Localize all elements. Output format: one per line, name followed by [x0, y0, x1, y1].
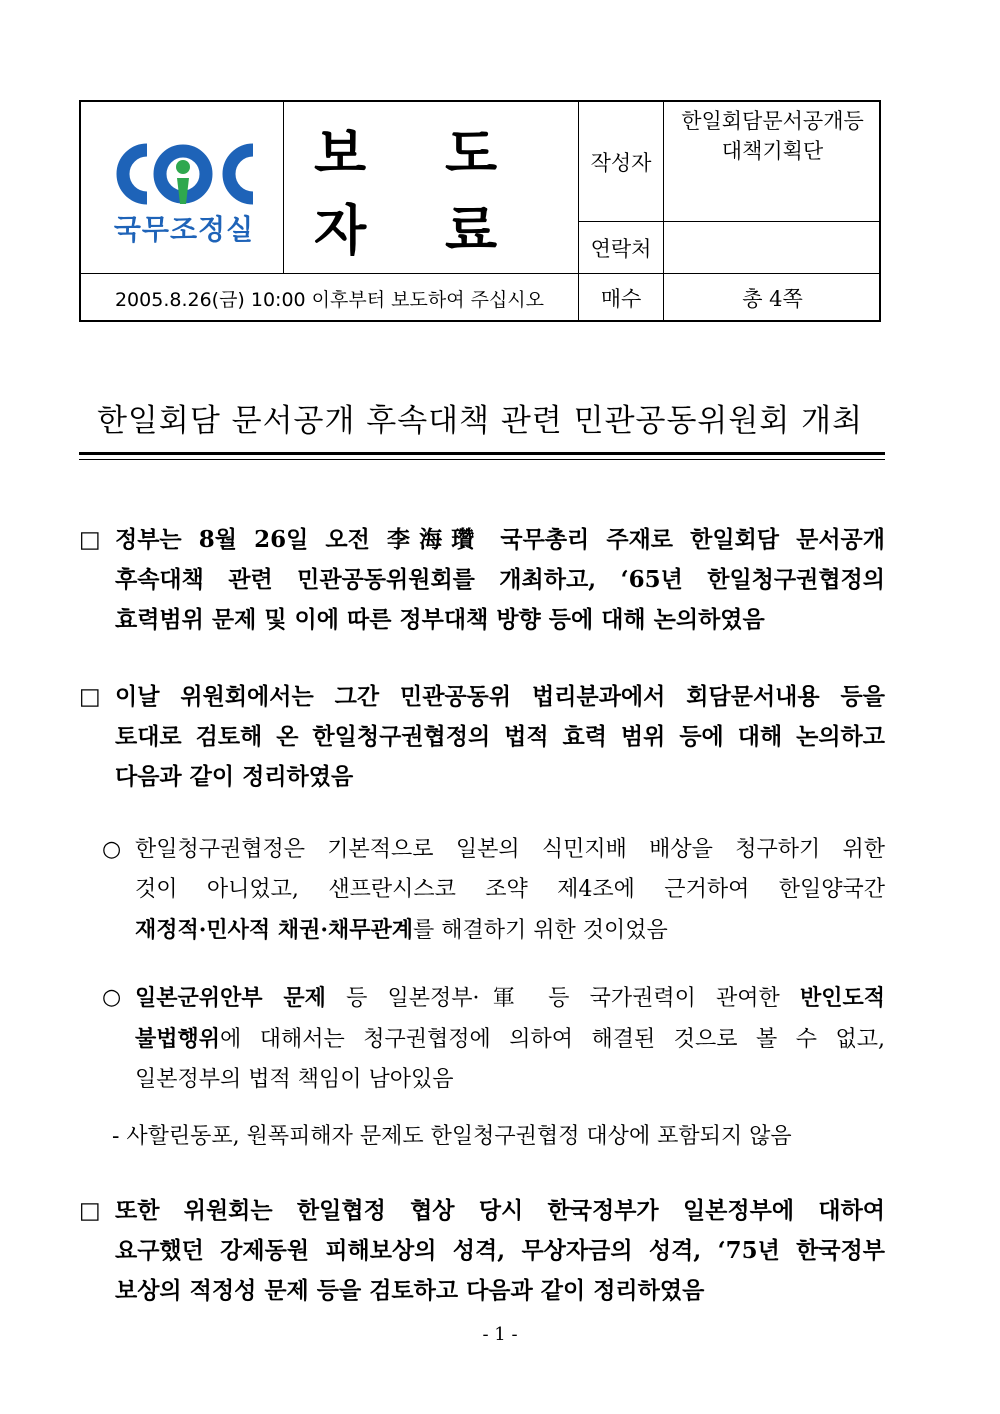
paragraph-3: [79, 1191, 885, 1311]
sub-line: 한일청구권협정은 기본적으로 일본의 식민지배 배상을 청구하기 위한: [135, 837, 885, 862]
author-value: [664, 102, 881, 222]
checkbox-bullet: □: [79, 527, 101, 553]
checkbox-bullet: □: [79, 1198, 101, 1224]
paragraph-line: 요구했던 강제동원 피해보상의 성격, 무상자금의 성격, ‘75년 한국정부: [115, 1237, 885, 1264]
contact-value: [664, 222, 881, 274]
paragraph-line: 이날 위원회에서는 그간 민관공동위 법리분과에서 회담문서내용 등을: [115, 683, 885, 710]
org-name: 국무조정실: [113, 213, 255, 246]
author-label: 작성자: [579, 102, 664, 222]
headline-rule-thin: [79, 459, 885, 460]
sub-line-emphasis: 재정적·민사적 채권·채무관계: [135, 917, 414, 943]
sub-line-emphasis: 불법행위: [135, 1026, 221, 1052]
paragraph-line: 정부는 8월 26일 오전 李海瓚 국무총리 주재로 한일회담 문서공개: [115, 526, 885, 553]
sub-line-text: 등 일본정부·軍 등 국가권력이 관여한: [325, 986, 800, 1011]
sub-line: [135, 1019, 885, 1060]
author-value-line1: 한일회담문서공개등: [681, 109, 864, 133]
paragraph-line: 토대로 검토해 온 한일청구권협정의 법적 효력 범위 등에 대해 논의하고: [115, 723, 885, 750]
paragraph-line: 보상의 적정성 문제 등을 검토하고 다음과 같이 정리하였음: [115, 1277, 705, 1304]
contact-label: 연락처: [579, 222, 664, 274]
dash-item: - 사할린동포, 원폭피해자 문제도 한일청구권협정 대상에 포함되지 않음: [112, 1124, 792, 1149]
pages-label: 매수: [579, 274, 664, 322]
author-value-line2: 대책기획단: [721, 139, 824, 163]
circle-bullet: ○: [102, 837, 122, 862]
sub-line-emphasis: 일본군위안부 문제: [135, 985, 326, 1011]
doc-type-cell: [284, 102, 579, 274]
sub-line: 일본정부의 법적 책임이 남아있음: [135, 1067, 454, 1092]
checkbox-bullet: □: [79, 684, 101, 710]
paragraph-line: 다음과 같이 정리하였음: [115, 763, 354, 790]
sub-line: [135, 910, 885, 951]
sub-line: 것이 아니었고, 샌프란시스코 조약 제4조에 근거하여 한일양국간: [135, 877, 885, 902]
page-number: - 1 -: [482, 1324, 518, 1345]
embargo-notice: 2005.8.26(금) 10:00 이후부터 보도하여 주십시오: [81, 274, 579, 322]
sub-line-text: 를 해결하기 위한 것이었음: [413, 918, 668, 943]
header-table: [79, 100, 881, 322]
pages-value: 총 4쪽: [742, 287, 803, 311]
doc-type-title: 보 도 자 료: [314, 121, 528, 262]
sub-item-1: [102, 830, 885, 951]
opc-logo-icon: [103, 140, 263, 208]
headline: 한일회담 문서공개 후속대책 관련 민관공동위원회 개최: [96, 403, 864, 439]
sub-item-2: [102, 978, 885, 1100]
sub-line: [135, 978, 885, 1019]
paragraph-2: [79, 677, 885, 797]
sub-line-text: 에 대해서는 청구권협정에 의하여 해결된 것으로 볼 수 없고,: [220, 1027, 885, 1052]
paragraph-line: 효력범위 문제 및 이에 따른 정부대책 방향 등에 대해 논의하였음: [115, 606, 765, 633]
paragraph-line: 후속대책 관련 민관공동위원회를 개최하고, ‘65년 한일청구권협정의: [115, 566, 885, 593]
circle-bullet: ○: [102, 985, 122, 1010]
paragraph-line: 또한 위원회는 한일협정 협상 당시 한국정부가 일본정부에 대하여: [115, 1197, 885, 1224]
sub-line-emphasis: 반인도적: [799, 985, 885, 1011]
logo-cell: [81, 102, 284, 274]
paragraph-1: [79, 520, 885, 640]
headline-rule-thick: [79, 452, 885, 455]
